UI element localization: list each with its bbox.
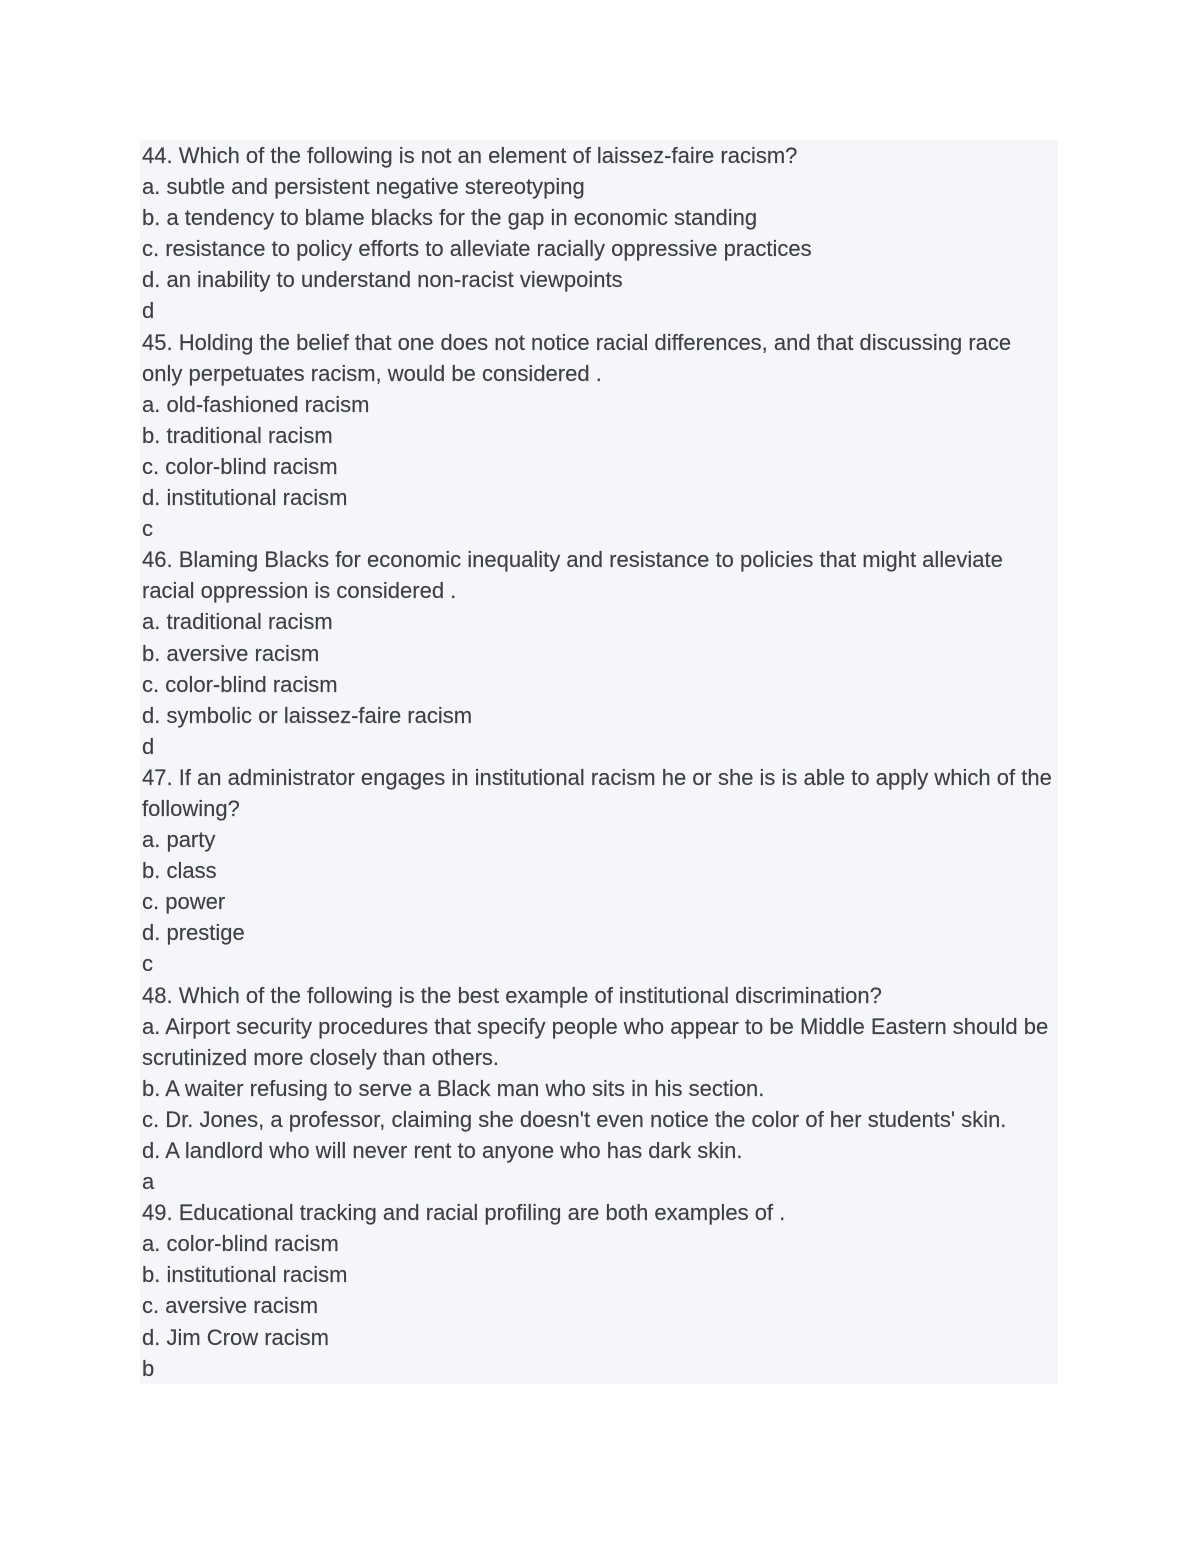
answer: c bbox=[142, 951, 153, 977]
option-a: a. Airport security procedures that specify people who appear to be Middle Eastern should be scrutinized more closely than others. bbox=[142, 1013, 1049, 1070]
option-b: b. class bbox=[142, 858, 217, 884]
option-c: c. color-blind racism bbox=[142, 453, 338, 479]
option-c: c. Dr. Jones, a professor, claiming she doesn't even notice the color of her students' skin. bbox=[142, 1106, 1007, 1132]
option-d: d. A landlord who will never rent to anyone who has dark skin. bbox=[142, 1138, 743, 1163]
option-b: b. aversive racism bbox=[142, 640, 320, 666]
option-d: d. institutional racism bbox=[142, 485, 348, 511]
option-c: c. aversive racism bbox=[142, 1293, 319, 1319]
question-stem: 49. Educational tracking and racial profiling are both examples of . bbox=[142, 1200, 786, 1226]
question-stem: 46. Blaming Blacks for economic inequality and resistance to policies that might alleviate racial oppression is considered . bbox=[142, 547, 1003, 604]
option-b: b. traditional racism bbox=[142, 422, 333, 448]
option-a: a. old-fashioned racism bbox=[142, 391, 370, 417]
answer: d bbox=[142, 298, 155, 324]
question-44 bbox=[142, 140, 1058, 327]
option-a: a. traditional racism bbox=[142, 609, 333, 635]
option-c: c. color-blind racism bbox=[142, 671, 338, 697]
option-a: a. color-blind racism bbox=[142, 1231, 339, 1257]
question-block bbox=[140, 140, 1058, 1384]
question-stem: 45. Holding the belief that one does not notice racial differences, and that discussing race only perpetuates racism, would be considered . bbox=[142, 329, 1012, 386]
question-stem: 48. Which of the following is the best example of institutional discrimination? bbox=[142, 982, 882, 1008]
option-c: c. resistance to policy efforts to alleviate racially oppressive practices bbox=[142, 236, 812, 262]
question-45 bbox=[142, 327, 1058, 545]
question-stem: 44. Which of the following is not an element of laissez-faire racism? bbox=[142, 143, 798, 168]
answer: d bbox=[142, 733, 155, 759]
option-d: d. Jim Crow racism bbox=[142, 1324, 330, 1350]
option-d: d. symbolic or laissez-faire racism bbox=[142, 702, 473, 728]
option-b: b. a tendency to blame blacks for the gap in economic standing bbox=[142, 205, 758, 231]
option-a: a. subtle and persistent negative stereotyping bbox=[142, 174, 585, 200]
option-c: c. power bbox=[142, 889, 226, 915]
answer: a bbox=[142, 1169, 155, 1195]
answer: c bbox=[142, 516, 153, 542]
option-b: b. institutional racism bbox=[142, 1262, 348, 1288]
question-stem: 47. If an administrator engages in institutional racism he or she is is able to apply which of the following? bbox=[142, 764, 1052, 821]
answer: b bbox=[142, 1355, 155, 1381]
option-d: d. prestige bbox=[142, 920, 245, 946]
option-b: b. A waiter refusing to serve a Black man who sits in his section. bbox=[142, 1075, 765, 1101]
question-46 bbox=[142, 544, 1058, 762]
option-a: a. party bbox=[142, 827, 216, 853]
option-d: d. an inability to understand non-racist viewpoints bbox=[142, 267, 623, 293]
question-47 bbox=[142, 762, 1058, 980]
question-49 bbox=[142, 1197, 1058, 1384]
question-48 bbox=[142, 980, 1058, 1198]
